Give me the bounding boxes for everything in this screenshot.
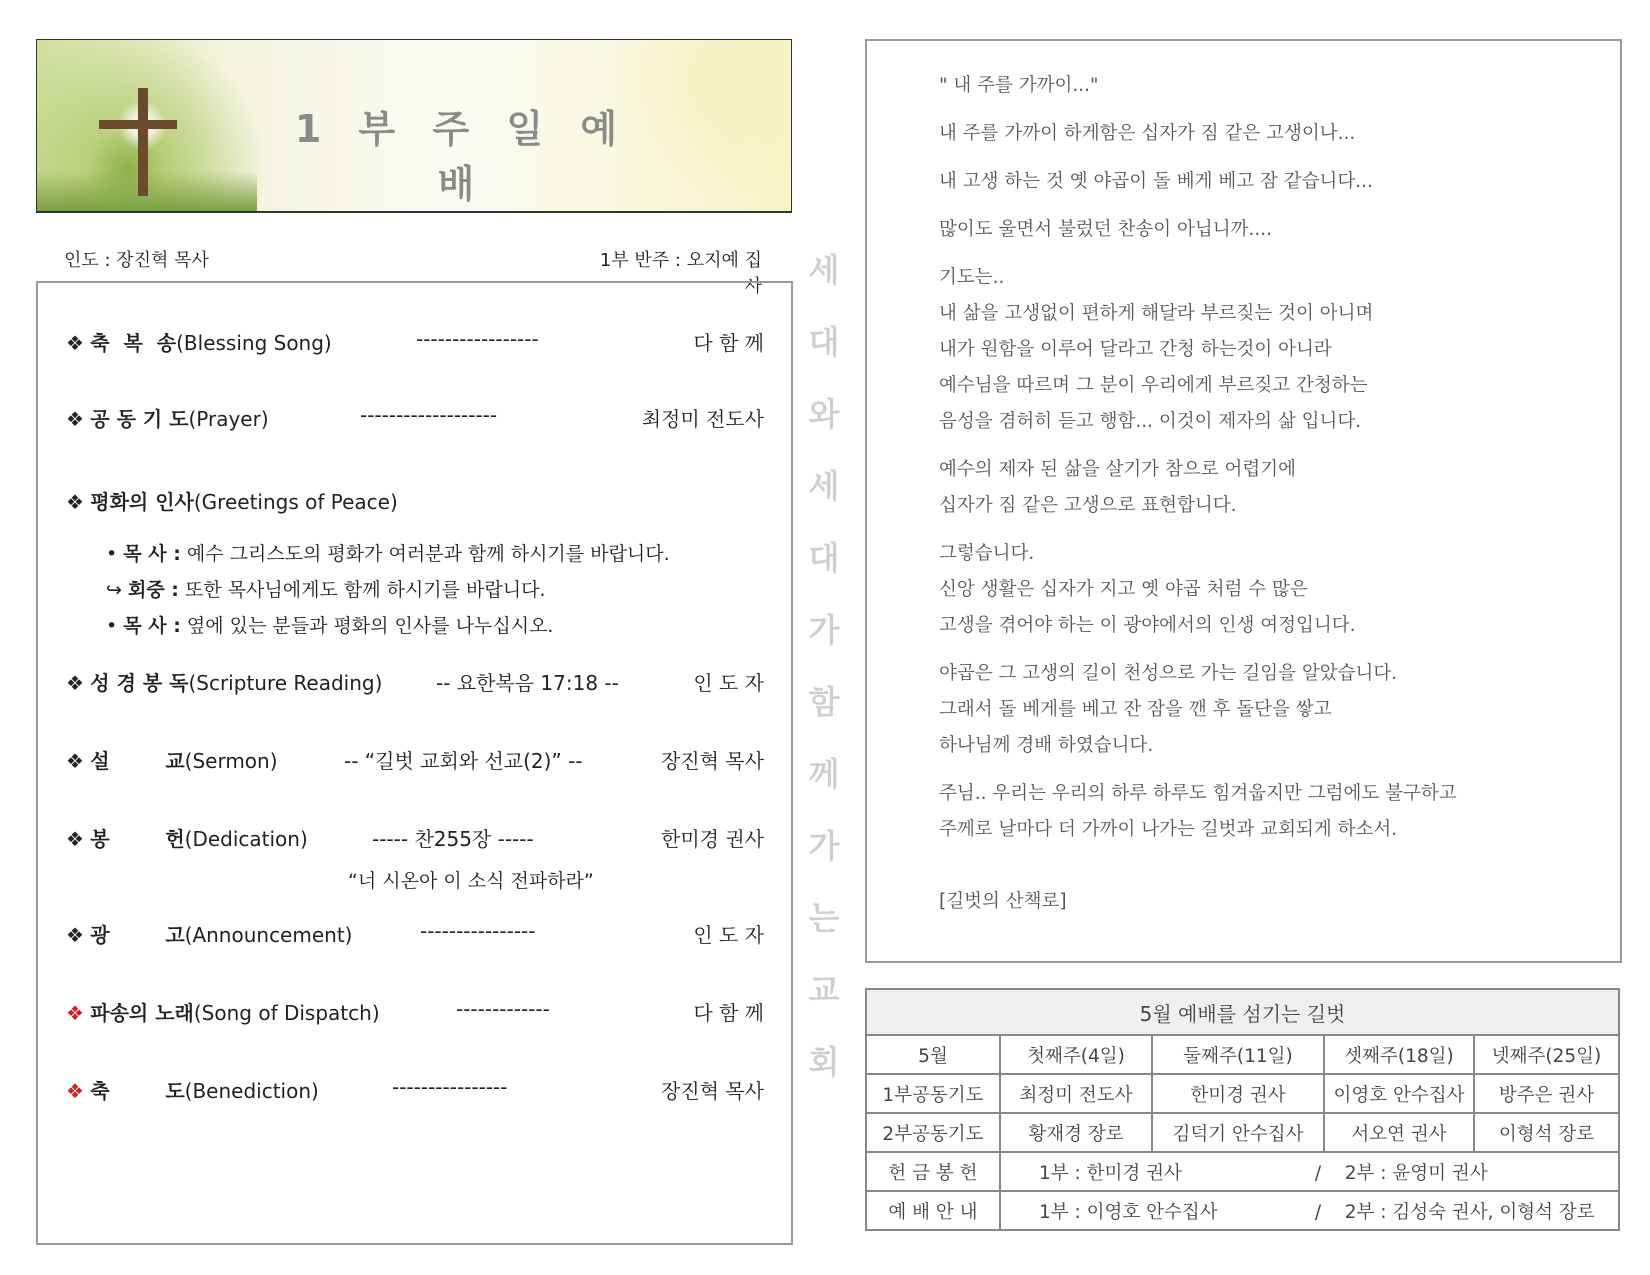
motto-char: 교 <box>808 971 840 1009</box>
diamond-bullet-icon: ❖ <box>66 749 84 773</box>
table-cell: 한미경 권사 <box>1152 1074 1324 1113</box>
item-separator: ---------------- <box>392 1075 508 1099</box>
table-row <box>866 1113 1619 1152</box>
table-header-cell: 넷째주(25일) <box>1474 1035 1619 1074</box>
program-item <box>66 1075 319 1104</box>
item-person: 장진혁 목사 <box>661 1079 764 1103</box>
item-english: (Scripture Reading) <box>188 671 383 695</box>
item-person: 인 도 자 <box>693 671 764 695</box>
essay-line: 기도는.. <box>939 267 1005 288</box>
item-english: (Sermon) <box>184 749 278 773</box>
guide-label: 예 배 안 내 <box>866 1191 1000 1230</box>
item-title: 설 교 <box>90 749 185 773</box>
program-box <box>36 281 793 1245</box>
essay-line: 주님.. 우리는 우리의 하루 하루도 힘겨웁지만 그럼에도 불구하고 <box>939 783 1457 804</box>
item-english: (Prayer) <box>188 407 269 431</box>
peace-line <box>106 539 670 566</box>
scripture-reference: -- 요한복음 17:18 -- <box>436 671 619 695</box>
item-title: 축 도 <box>90 1079 185 1103</box>
essay-line: 그렇습니다. <box>939 543 1035 564</box>
motto-char: 대 <box>808 539 840 577</box>
diamond-bullet-icon: ❖ <box>66 923 84 947</box>
offering-first: 1부 : 한미경 권사 <box>1039 1162 1182 1184</box>
table-row <box>866 1191 1619 1230</box>
table-cell: 방주은 권사 <box>1474 1074 1619 1113</box>
guide-cell <box>1000 1191 1619 1230</box>
motto-char: 가 <box>808 611 840 649</box>
peace-text: 옆에 있는 분들과 평화의 인사를 나누십시오. <box>186 615 554 637</box>
motto-char: 함 <box>808 683 840 721</box>
motto-char: 대 <box>808 323 840 361</box>
peace-role: 회중 : <box>127 579 179 601</box>
cross-bar <box>99 120 177 129</box>
essay-line: 십자가 짐 같은 고생으로 표현합니다. <box>939 495 1237 516</box>
item-title: 파송의 노래 <box>90 1001 194 1025</box>
table-header-cell: 5월 <box>866 1035 1000 1074</box>
item-person: 한미경 권사 <box>661 827 764 851</box>
may-service-schedule <box>865 988 1620 1231</box>
program-item <box>66 667 382 696</box>
essay-line: 예수의 제자 된 삶을 살기가 참으로 어렵기에 <box>939 459 1296 480</box>
accompanist: 1부 반주 : 오지예 집사 <box>599 250 762 297</box>
devotional-essay <box>865 39 1622 963</box>
vertical-church-motto <box>806 245 842 1109</box>
return-arrow-icon: ↪ <box>106 579 122 601</box>
item-separator: ---------------- <box>420 919 536 943</box>
table-cell: 황재경 장로 <box>1000 1113 1152 1152</box>
motto-char: 가 <box>808 827 840 865</box>
essay-source: [길벗의 산책로] <box>939 891 1067 912</box>
bullet-icon: • <box>106 543 118 565</box>
item-person: 다 함 께 <box>693 331 764 355</box>
essay-title: " 내 주를 가까이..." <box>939 75 1099 96</box>
item-title: 축 복 송 <box>90 331 177 355</box>
program-item <box>66 745 278 774</box>
item-title: 광 고 <box>90 923 185 947</box>
motto-char: 께 <box>808 755 840 793</box>
service-title: 1 부 주 일 예 배 <box>294 107 630 206</box>
item-title: 공 동 기 도 <box>90 407 189 431</box>
cross-icon <box>138 88 148 196</box>
red-diamond-bullet-icon: ❖ <box>66 1079 84 1103</box>
item-english: (Benediction) <box>184 1079 319 1103</box>
schedule-title: 5월 예배를 섬기는 길벗 <box>866 989 1619 1035</box>
essay-line: 신앙 생활은 십자가 지고 옛 야곱 처럼 수 많은 <box>939 579 1308 600</box>
program-item <box>66 403 269 432</box>
item-person: 최정미 전도사 <box>641 407 764 431</box>
offering-cell <box>1000 1152 1619 1191</box>
item-person: 장진혁 목사 <box>661 749 764 773</box>
sermon-title: -- “길벗 교회와 선교(2)” -- <box>344 749 583 773</box>
service-banner <box>36 39 792 213</box>
table-cell: 서오연 권사 <box>1324 1113 1474 1152</box>
essay-line: 많이도 울면서 불렀던 찬송이 아닙니까.... <box>939 219 1272 240</box>
guide-first: 1부 : 이영호 안수집사 <box>1039 1201 1218 1223</box>
peace-line <box>106 611 553 638</box>
item-separator: ------------------- <box>360 403 498 427</box>
item-title: 성 경 봉 독 <box>90 671 189 695</box>
red-diamond-bullet-icon: ❖ <box>66 1001 84 1025</box>
essay-line: 야곱은 그 고생의 길이 천성으로 가는 길임을 알았습니다. <box>939 663 1398 684</box>
program-item <box>66 327 332 356</box>
program-item <box>66 919 352 948</box>
item-separator: ------------- <box>456 997 550 1021</box>
item-english: (Dedication) <box>184 827 308 851</box>
item-english: (Announcement) <box>184 923 353 947</box>
peace-line <box>106 575 546 602</box>
hymn-number: ----- 찬255장 ----- <box>372 827 534 851</box>
table-row <box>866 1152 1619 1191</box>
essay-line: 음성을 겸허히 듣고 행함... 이것이 제자의 삶 입니다. <box>939 411 1362 432</box>
motto-char: 와 <box>808 395 840 433</box>
essay-line: 그래서 돌 베게를 베고 잔 잠을 깬 후 돌단을 쌓고 <box>939 699 1332 720</box>
table-row <box>866 1035 1619 1074</box>
table-cell: 1부공동기도 <box>866 1074 1000 1113</box>
diamond-bullet-icon: ❖ <box>66 407 84 431</box>
essay-line: 주께로 날마다 더 가까이 나가는 길벗과 교회되게 하소서. <box>939 819 1398 840</box>
essay-line: 예수님을 따르며 그 분이 우리에게 부르짖고 간청하는 <box>939 375 1368 396</box>
offering-second: 2부 : 윤영미 권사 <box>1344 1162 1488 1184</box>
diamond-bullet-icon: ❖ <box>66 490 84 514</box>
essay-line: 내 삶을 고생없이 편하게 해달라 부르짖는 것이 아니며 <box>939 303 1374 324</box>
peace-text: 또한 목사님에게도 함께 하시기를 바랍니다. <box>184 579 546 601</box>
table-header-cell: 둘째주(11일) <box>1152 1035 1324 1074</box>
motto-char: 세 <box>808 251 840 289</box>
diamond-bullet-icon: ❖ <box>66 331 84 355</box>
item-person: 인 도 자 <box>693 923 764 947</box>
program-item <box>66 823 308 852</box>
item-person: 다 함 께 <box>693 1001 764 1025</box>
essay-line: 내 고생 하는 것 옛 야곱이 돌 베게 베고 잠 같습니다... <box>939 171 1373 192</box>
table-header-cell: 셋째주(18일) <box>1324 1035 1474 1074</box>
table-cell: 2부공동기도 <box>866 1113 1000 1152</box>
motto-char: 회 <box>808 1043 840 1081</box>
essay-line: 내 주를 가까이 하게함은 십자가 짐 같은 고생이나... <box>939 123 1356 144</box>
peace-role: 목 사 : <box>123 615 181 637</box>
item-english: (Song of Dispatch) <box>193 1001 380 1025</box>
item-separator: ----------------- <box>416 327 539 351</box>
program-item <box>66 997 380 1026</box>
item-title: 평화의 인사 <box>90 490 194 514</box>
hymn-title: “너 시온아 이 소식 전파하라” <box>348 870 594 892</box>
motto-char: 는 <box>808 899 840 937</box>
table-cell: 김덕기 안수집사 <box>1152 1113 1324 1152</box>
essay-line: 고생을 겪어야 하는 이 광야에서의 인생 여정입니다. <box>939 615 1356 636</box>
table-header-cell: 첫째주(4일) <box>1000 1035 1152 1074</box>
table-cell: 이영호 안수집사 <box>1324 1074 1474 1113</box>
peace-role: 목 사 : <box>123 543 181 565</box>
essay-line: 하나님께 경배 하였습니다. <box>939 735 1154 756</box>
diamond-bullet-icon: ❖ <box>66 671 84 695</box>
worship-leader: 인도 : 장진혁 목사 <box>64 250 209 271</box>
motto-char: 세 <box>808 467 840 505</box>
table-cell: 이형석 장로 <box>1474 1113 1619 1152</box>
peace-text: 예수 그리스도의 평화가 여러분과 함께 하시기를 바랍니다. <box>186 543 670 565</box>
offering-label: 헌 금 봉 헌 <box>866 1152 1000 1191</box>
table-cell: 최정미 전도사 <box>1000 1074 1152 1113</box>
item-title: 봉 헌 <box>90 827 185 851</box>
essay-line: 내가 원함을 이루어 달라고 간청 하는것이 아니라 <box>939 339 1332 360</box>
guide-separator: / <box>1314 1201 1322 1223</box>
item-english: (Blessing Song) <box>176 331 332 355</box>
table-row <box>866 1074 1619 1113</box>
diamond-bullet-icon: ❖ <box>66 827 84 851</box>
guide-second: 2부 : 김성숙 권사, 이형석 장로 <box>1344 1201 1595 1223</box>
item-english: (Greetings of Peace) <box>193 490 398 514</box>
program-item <box>66 486 398 515</box>
bullet-icon: • <box>106 615 118 637</box>
offering-separator: / <box>1314 1162 1322 1184</box>
